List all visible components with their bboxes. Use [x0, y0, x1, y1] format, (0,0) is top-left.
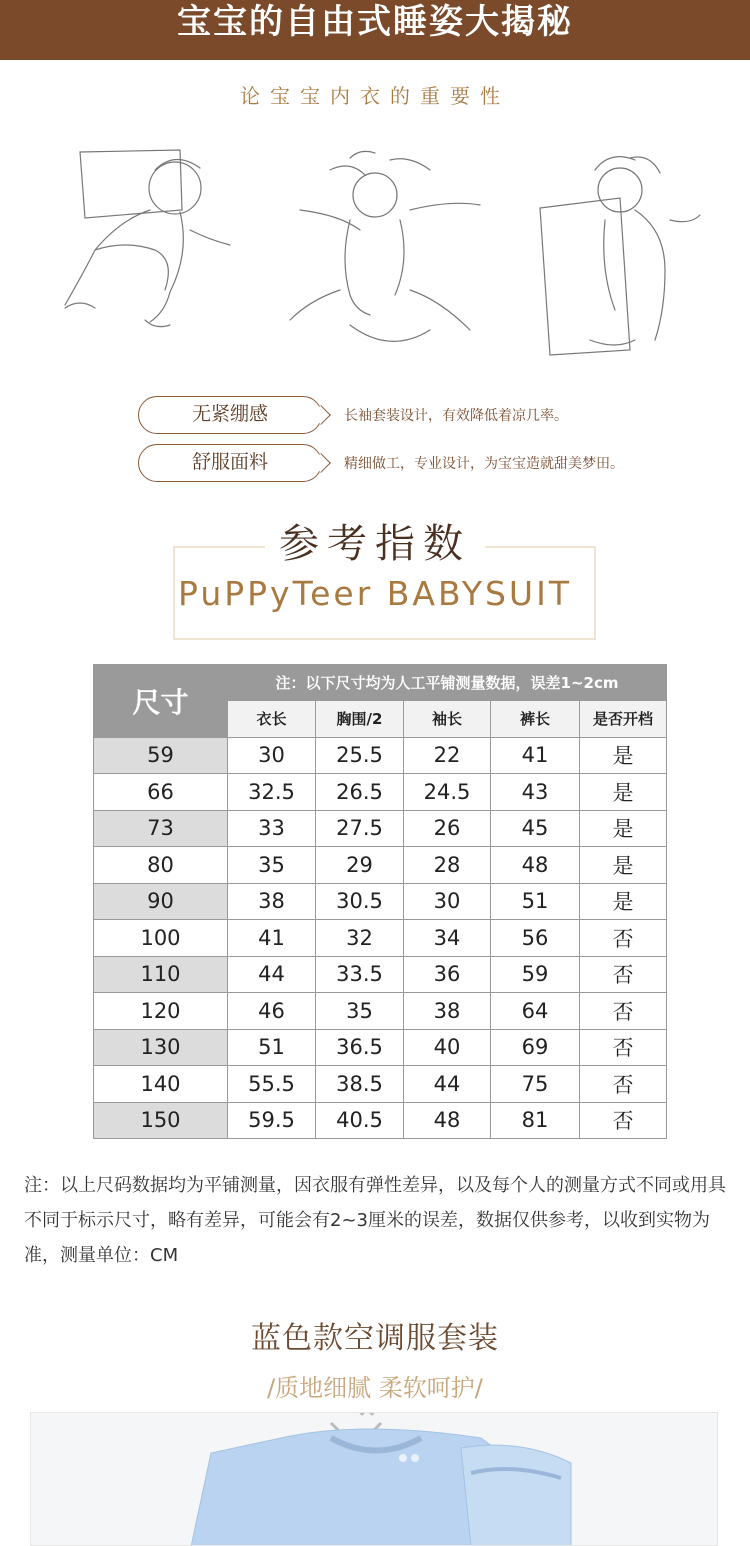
measurement-cell: 是	[580, 774, 667, 811]
column-header: 是否开档	[580, 701, 667, 738]
measurement-cell: 是	[580, 883, 667, 920]
measurement-cell: 是	[580, 810, 667, 847]
measurement-cell: 45	[491, 810, 580, 847]
measurement-cell: 25.5	[316, 737, 404, 774]
table-row	[94, 810, 667, 847]
sketch-baby-3	[540, 157, 700, 355]
table-row	[94, 737, 667, 774]
measurement-cell: 40	[404, 1029, 491, 1066]
size-cell: 66	[94, 774, 228, 811]
feature-label: 无紧绷感	[138, 396, 322, 434]
measurement-cell: 32	[316, 920, 404, 957]
measurement-cell: 55.5	[228, 1066, 316, 1103]
measurement-cell: 41	[491, 737, 580, 774]
measurement-cell: 41	[228, 920, 316, 957]
table-row	[94, 1102, 667, 1139]
feature-desc: 长袖套装设计，有效降低着凉几率。	[344, 408, 568, 424]
measurement-cell: 否	[580, 920, 667, 957]
feature-label: 舒服面料	[138, 444, 322, 482]
measurement-cell: 34	[404, 920, 491, 957]
size-cell: 110	[94, 956, 228, 993]
measurement-cell: 否	[580, 1066, 667, 1103]
feature-no-tightness	[138, 396, 658, 434]
measurement-cell: 否	[580, 1102, 667, 1139]
size-cell: 120	[94, 993, 228, 1030]
sketch-baby-2	[290, 151, 480, 341]
measurement-cell: 59	[491, 956, 580, 993]
size-cell: 90	[94, 883, 228, 920]
measurement-cell: 26.5	[316, 774, 404, 811]
column-header: 胸围/2	[316, 701, 404, 738]
measurement-cell: 24.5	[404, 774, 491, 811]
measurement-cell: 35	[316, 993, 404, 1030]
reference-title-wrap	[0, 518, 750, 570]
measurement-cell: 44	[404, 1066, 491, 1103]
footnote: 注：以上尺码数据均为平铺测量，因衣服有弹性差异，以及每个人的测量方式不同或用具不同于标示尺寸，略有差异，可能会有2~3厘米的误差，数据仅供参考，以收到实物为准，测量单位：CM	[24, 1175, 726, 1266]
reference-title: 参考指数	[265, 518, 485, 570]
measurement-cell: 是	[580, 847, 667, 884]
product-photo	[30, 1412, 718, 1546]
measurement-cell: 48	[491, 847, 580, 884]
reference-subtitle: PuPPyTeer BABYSUIT	[178, 574, 572, 613]
table-row	[94, 1066, 667, 1103]
feature-comfortable-fabric	[138, 444, 658, 482]
size-cell: 150	[94, 1102, 228, 1139]
measurement-cell: 38	[404, 993, 491, 1030]
measurement-cell: 是	[580, 737, 667, 774]
measurement-cell: 51	[228, 1029, 316, 1066]
measurement-cell: 48	[404, 1102, 491, 1139]
measurement-cell: 44	[228, 956, 316, 993]
measurement-cell: 51	[491, 883, 580, 920]
table-row	[94, 883, 667, 920]
table-row	[94, 956, 667, 993]
measurement-cell: 30	[228, 737, 316, 774]
measurement-cell: 29	[316, 847, 404, 884]
measurement-cell: 75	[491, 1066, 580, 1103]
measurement-cell: 33.5	[316, 956, 404, 993]
measurement-cell: 否	[580, 1029, 667, 1066]
size-table	[93, 664, 667, 1139]
top-banner	[0, 0, 750, 60]
column-header: 裤长	[491, 701, 580, 738]
section-subtitle: 论宝宝内衣的重要性	[240, 84, 510, 108]
measurement-cell: 否	[580, 956, 667, 993]
measurement-cell: 69	[491, 1029, 580, 1066]
measurement-cell: 40.5	[316, 1102, 404, 1139]
size-cell: 100	[94, 920, 228, 957]
column-header: 衣长	[228, 701, 316, 738]
size-cell: 130	[94, 1029, 228, 1066]
table-note: 注：以下尺寸均为人工平铺测量数据，误差1~2cm	[228, 665, 667, 701]
table-row	[94, 847, 667, 884]
measurement-cell: 30	[404, 883, 491, 920]
measurement-cell: 22	[404, 737, 491, 774]
sketch-baby-1	[65, 150, 230, 327]
measurement-cell: 59.5	[228, 1102, 316, 1139]
measurement-cell: 33	[228, 810, 316, 847]
size-cell: 140	[94, 1066, 228, 1103]
table-row	[94, 774, 667, 811]
measurement-cell: 28	[404, 847, 491, 884]
measurement-cell: 32.5	[228, 774, 316, 811]
measurement-cell: 38	[228, 883, 316, 920]
measurement-cell: 26	[404, 810, 491, 847]
size-cell: 80	[94, 847, 228, 884]
sleeping-baby-sketches	[30, 140, 720, 370]
measurement-cell: 27.5	[316, 810, 404, 847]
size-cell: 73	[94, 810, 228, 847]
measurement-cell: 否	[580, 993, 667, 1030]
table-row	[94, 993, 667, 1030]
measurement-cell: 38.5	[316, 1066, 404, 1103]
table-row	[94, 1029, 667, 1066]
size-cell: 59	[94, 737, 228, 774]
measurement-cell: 56	[491, 920, 580, 957]
measurement-cell: 36	[404, 956, 491, 993]
baby-suit-image	[31, 1413, 718, 1546]
measurement-cell: 43	[491, 774, 580, 811]
banner-title: 宝宝的自由式睡姿大揭秘	[177, 2, 573, 42]
measurement-cell: 64	[491, 993, 580, 1030]
measurement-cell: 35	[228, 847, 316, 884]
measurement-cell: 46	[228, 993, 316, 1030]
product-title: 蓝色款空调服套装	[251, 1321, 499, 1356]
table-row	[94, 920, 667, 957]
column-header: 袖长	[404, 701, 491, 738]
size-header: 尺寸	[94, 665, 228, 738]
product-tagline: /质地细腻 柔软呵护/	[267, 1374, 483, 1402]
feature-desc: 精细做工，专业设计，为宝宝造就甜美梦田。	[344, 456, 624, 472]
measurement-cell: 30.5	[316, 883, 404, 920]
measurement-cell: 36.5	[316, 1029, 404, 1066]
table-body	[94, 737, 667, 1139]
measurement-cell: 81	[491, 1102, 580, 1139]
